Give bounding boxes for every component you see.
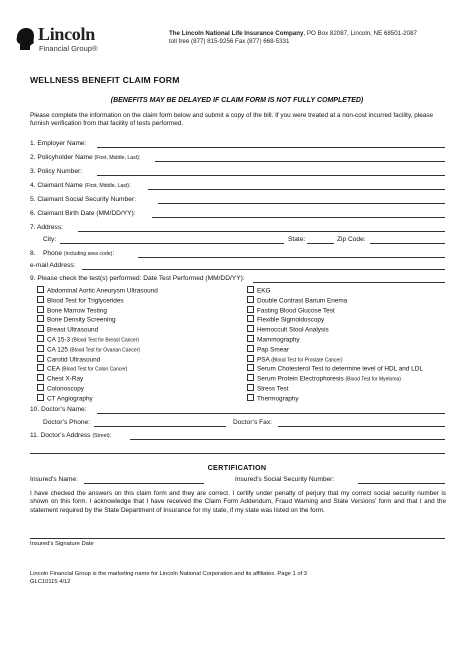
checkbox[interactable] bbox=[247, 394, 254, 401]
checkbox[interactable] bbox=[247, 306, 254, 313]
logo-subtitle: Financial Group® bbox=[39, 44, 98, 53]
test-label: Chest X-Ray bbox=[47, 375, 84, 383]
test-checkbox-item[interactable] bbox=[37, 296, 124, 305]
test-checkbox-item[interactable] bbox=[37, 384, 84, 393]
signature-field[interactable] bbox=[30, 538, 445, 539]
test-checkbox-item[interactable] bbox=[247, 286, 271, 295]
test-checkbox-item[interactable] bbox=[37, 374, 83, 383]
ssn-label: 5. Claimant Social Security Number: bbox=[30, 196, 136, 203]
test-hint: (Blood Test for Myeloma) bbox=[345, 376, 401, 383]
zip-label: Zip Code: bbox=[337, 236, 366, 243]
test-checkbox-item[interactable] bbox=[37, 306, 107, 315]
form-code: GLC10115 4/12 bbox=[30, 579, 71, 585]
test-date-field[interactable] bbox=[253, 282, 445, 283]
checkbox[interactable] bbox=[37, 286, 44, 293]
checkbox[interactable] bbox=[247, 335, 254, 342]
checkbox[interactable] bbox=[247, 315, 254, 322]
checkbox[interactable] bbox=[247, 355, 254, 362]
checkbox[interactable] bbox=[37, 315, 44, 322]
test-checkbox-item[interactable] bbox=[37, 355, 100, 364]
intro-text: Please complete the information on the claim form below and submit a copy of the bill. If you were treated at a non-cost incurred facility, please furnish verification from that facility of tests performed. bbox=[30, 112, 434, 128]
insured-name-field[interactable] bbox=[84, 483, 204, 484]
test-label: CT Angiography bbox=[47, 395, 93, 403]
test-label: PSA bbox=[257, 356, 270, 364]
test-checkbox-item[interactable] bbox=[37, 325, 98, 334]
test-checkbox-item[interactable] bbox=[247, 296, 347, 305]
test-checkbox-item[interactable] bbox=[247, 364, 423, 373]
birth-date-label: 6. Claimant Birth Date (MM/DD/YY): bbox=[30, 210, 136, 217]
doctor-address-label: 11. Doctor’s Address (Street): bbox=[30, 432, 112, 439]
page-title: WELLNESS BENEFIT CLAIM FORM bbox=[30, 75, 180, 85]
city-field[interactable] bbox=[60, 243, 284, 244]
checkbox[interactable] bbox=[37, 345, 44, 352]
test-checkbox-item[interactable] bbox=[247, 335, 300, 344]
doctor-phone-label: Doctor’s Phone: bbox=[43, 419, 91, 426]
state-label: State: bbox=[288, 236, 306, 243]
doctor-address-label-text: 11. Doctor’s Address bbox=[30, 432, 91, 439]
ssn-field[interactable] bbox=[158, 203, 445, 204]
doctor-address-hint: (Street) bbox=[92, 433, 110, 439]
insured-ssn-label: Insured’s Social Security Number: bbox=[235, 476, 335, 483]
doctor-name-label: 10. Doctor’s Name: bbox=[30, 406, 87, 413]
test-label: Pap Smear bbox=[257, 346, 289, 354]
test-checkbox-item[interactable] bbox=[247, 374, 401, 383]
test-label: Double Contrast Barium Enema bbox=[257, 297, 348, 305]
doctor-name-field[interactable] bbox=[97, 413, 445, 414]
insured-name-label: Insured’s Name: bbox=[30, 476, 78, 483]
test-label: Serum Cholesterol Test to determine level of HDL and LDL bbox=[257, 365, 423, 373]
test-label: Breast Ultrasound bbox=[47, 326, 99, 334]
policyholder-label: 2. Policyholder Name (First, Middle, Last): bbox=[30, 154, 141, 161]
test-hint: (Blood Test for Prostate Cancer) bbox=[271, 357, 343, 364]
checkbox[interactable] bbox=[37, 364, 44, 371]
test-label: CEA bbox=[47, 365, 60, 373]
test-checkbox-item[interactable] bbox=[247, 306, 335, 315]
insured-ssn-field[interactable] bbox=[358, 483, 445, 484]
doctor-phone-field[interactable] bbox=[94, 426, 226, 427]
test-checkbox-item[interactable] bbox=[247, 345, 289, 354]
checkbox[interactable] bbox=[247, 296, 254, 303]
checkbox[interactable] bbox=[247, 286, 254, 293]
test-checkbox-item[interactable] bbox=[247, 315, 324, 324]
company-name: The Lincoln National Life Insurance Company bbox=[169, 30, 304, 37]
test-hint: (Blood Test for Ovarian Cancer) bbox=[69, 347, 140, 354]
test-label: EKG bbox=[257, 287, 271, 295]
footer-text: Lincoln Financial Group is the marketing name for Lincoln National Corporation and its affiliates. Page 1 of 3 bbox=[30, 571, 308, 577]
company-phones: toll free (877) 815-9256 Fax (877) 668-5331 bbox=[169, 38, 290, 45]
signature-label: Insured’s Signature Date bbox=[30, 541, 94, 547]
test-checkbox-item[interactable] bbox=[37, 345, 140, 354]
doctor-fax-field[interactable] bbox=[278, 426, 445, 427]
test-checkbox-item[interactable] bbox=[37, 335, 139, 344]
test-checkbox-item[interactable] bbox=[37, 286, 158, 295]
address-label: 7. Address: bbox=[30, 224, 63, 231]
test-checkbox-item[interactable] bbox=[247, 394, 299, 403]
test-label: CA 15-3 bbox=[47, 336, 71, 344]
test-label: Thermography bbox=[257, 395, 299, 403]
delay-notice: (BENEFITS MAY BE DELAYED IF CLAIM FORM IS NOT FULLY COMPLETED) bbox=[110, 97, 364, 104]
checkbox[interactable] bbox=[37, 355, 44, 362]
test-checkbox-item[interactable] bbox=[37, 315, 116, 324]
test-label: Mammography bbox=[257, 336, 300, 344]
certification-title: CERTIFICATION bbox=[207, 463, 267, 472]
employer-label: 1. Employer Name: bbox=[30, 140, 87, 147]
claimant-label: 4. Claimant Name (First, Middle, Last): bbox=[30, 182, 131, 189]
policy-number-field[interactable] bbox=[97, 175, 445, 176]
doctor-address-field[interactable] bbox=[130, 439, 445, 440]
test-hint: (Blood Test for Breast Cancer) bbox=[71, 337, 140, 344]
zip-field[interactable] bbox=[370, 243, 445, 244]
checkbox[interactable] bbox=[37, 306, 44, 313]
address-field[interactable] bbox=[78, 231, 445, 232]
claimant-label-text: 4. Claimant Name bbox=[30, 182, 83, 189]
test-label: Fasting Blood Glucose Test bbox=[257, 307, 335, 315]
test-checkbox-item[interactable] bbox=[247, 355, 343, 364]
checkbox[interactable] bbox=[37, 374, 44, 381]
phone-number-label: 8. bbox=[30, 250, 36, 257]
checkbox[interactable] bbox=[247, 345, 254, 352]
doctor-fax-label: Doctor’s Fax: bbox=[233, 419, 272, 426]
checkbox[interactable] bbox=[247, 325, 254, 332]
state-field[interactable] bbox=[307, 243, 334, 244]
certification-text: I have checked the answers on this claim form and they are correct. I certify under penalty of perjury that my correct social security number is shown on this form. I acknowledge that I have received the Claim Form Addendum, Fraud Warning and State Versions’ form and that I and the statement required by the State Department of Insurance for my state, if my state was listed on the form. bbox=[30, 490, 446, 514]
phone-field[interactable] bbox=[138, 257, 445, 258]
email-label: e-mail Address: bbox=[30, 262, 76, 269]
email-field[interactable] bbox=[82, 269, 445, 270]
checkbox[interactable] bbox=[37, 325, 44, 332]
test-label: Abdominal Aortic Aneurysm Ultrasound bbox=[47, 287, 158, 295]
test-label: Blood Test for Triglycerides bbox=[47, 297, 124, 305]
policyholder-label-text: 2. Policyholder Name bbox=[30, 154, 93, 161]
phone-label-text: Phone bbox=[43, 250, 63, 257]
logo-wordmark: Lincoln bbox=[38, 24, 95, 44]
test-label: Serum Protein Electrophoresis bbox=[257, 375, 344, 383]
checkbox[interactable] bbox=[247, 374, 254, 381]
employer-field[interactable] bbox=[97, 147, 445, 148]
test-checkbox-item[interactable] bbox=[37, 364, 127, 373]
checkbox[interactable] bbox=[37, 335, 44, 342]
checkbox[interactable] bbox=[247, 364, 254, 371]
test-label: Bone Density Screening bbox=[47, 316, 116, 324]
birth-date-field[interactable] bbox=[152, 217, 445, 218]
tests-prompt: 9. Please check the test(s) performed: Date Test Performed (MM/DD/YY): bbox=[30, 275, 245, 282]
test-label: Flexible Sigmoidoscopy bbox=[257, 316, 325, 324]
checkbox[interactable] bbox=[37, 394, 44, 401]
test-label: CA 125 bbox=[47, 346, 68, 354]
phone-hint: (including area code) bbox=[63, 251, 113, 257]
policyholder-hint: (First, Middle, Last) bbox=[94, 155, 139, 161]
claimant-field[interactable] bbox=[148, 189, 445, 190]
doctor-address-field-2[interactable] bbox=[30, 453, 445, 454]
test-label: Carotid Ultrasound bbox=[47, 356, 101, 364]
city-label: City: bbox=[43, 236, 57, 243]
checkbox[interactable] bbox=[247, 384, 254, 391]
checkbox[interactable] bbox=[37, 384, 44, 391]
checkbox[interactable] bbox=[37, 296, 44, 303]
lincoln-head-logo-icon bbox=[14, 27, 36, 51]
test-label: Hemoccult Stool Analysis bbox=[257, 326, 329, 334]
test-hint: (Blood Test for Colon Cancer) bbox=[61, 366, 128, 373]
test-checkbox-item[interactable] bbox=[247, 384, 289, 393]
policyholder-field[interactable] bbox=[155, 161, 445, 162]
test-label: Colonoscopy bbox=[47, 385, 84, 393]
test-checkbox-item[interactable] bbox=[37, 394, 93, 403]
company-address-text: , PO Box 82087, Lincoln, NE 68501-2087 bbox=[303, 30, 417, 37]
company-address bbox=[169, 30, 417, 37]
test-label: Bone Marrow Testing bbox=[47, 307, 107, 315]
phone-label: Phone (including area code): bbox=[43, 250, 115, 257]
claimant-hint: (First, Middle, Last) bbox=[84, 183, 130, 189]
test-label: Stress Test bbox=[257, 385, 289, 393]
test-checkbox-item[interactable] bbox=[247, 325, 329, 334]
policy-number-label: 3. Policy Number: bbox=[30, 168, 83, 175]
